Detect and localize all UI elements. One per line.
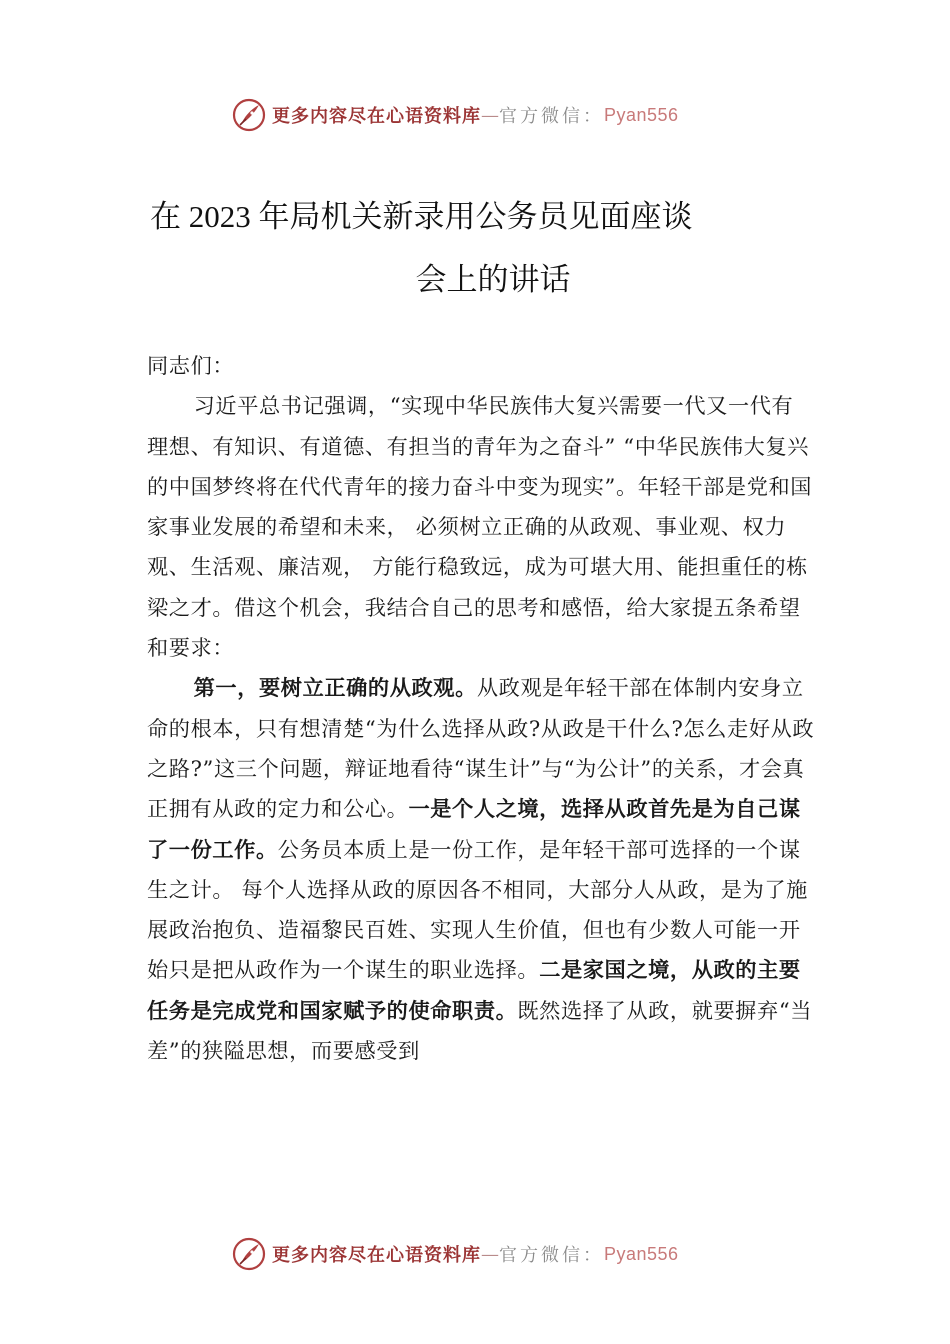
- watermark-account: Pyan556: [604, 104, 679, 125]
- document-title-line2: 会上的讲话: [415, 262, 571, 297]
- document-body: [147, 346, 815, 1071]
- watermark-brand: 更多内容尽在心语资料库: [272, 106, 481, 127]
- watermark-wechat-label: 官方微信：: [499, 106, 604, 127]
- quill-pen-logo-icon: [232, 1237, 266, 1271]
- quill-pen-logo-icon: [232, 98, 266, 132]
- section1-paragraph: [147, 668, 815, 1071]
- section1-text-b: 公务员本质上是一份工作，是年轻干部可选择的一个谋生之计。 每个人选择从政的原因各不相同，大部分人从政，是为了施展政治抱负、造福黎民百姓、实现人生价值，但也有少数人可能一开始只是把从政作为一个谋生的职业选择。: [147, 836, 808, 983]
- watermark-account: Pyan556: [604, 1243, 679, 1264]
- section1-heading: 第一，要树立正确的从政观。: [193, 675, 477, 701]
- header-watermark: [232, 97, 679, 133]
- salutation: 同志们：: [147, 353, 235, 378]
- section1-text-a: 从政观是年轻干部在体制内安身立命的根本，只有想清楚“为什么选择从政?从政是干什么?怎么走好从政之路?”这三个问题，辩证地看待“谋生计”与“为公计”的关系，才会真正拥有从政的定力和公心。: [147, 675, 815, 822]
- section1-text-c: 既然选择了从政，就要摒弃“当差”的狭隘思想，而要感受到: [147, 997, 813, 1064]
- section1-point1: 一是个人之境，选择从政首先是为自己谋了一份工作。: [147, 796, 801, 862]
- watermark-brand: 更多内容尽在心语资料库: [272, 1245, 481, 1266]
- intro-paragraph: 习近平总书记强调，“实现中华民族伟大复兴需要一代又一代有理想、有知识、有道德、有担当的青年为之奋斗” “中华民族伟大复兴的中国梦终将在代代青年的接力奋斗中变为现实”。年轻干部是党和国家事业发展的希望和未来， 必须树立正确的从政观、事业观、权力观、生活观、廉洁观， 方能行稳致远，成为可堪大用、能担重任的栋梁之才。借这个机会，我结合自己的思考和感悟，给大家提五条希望和要求：: [147, 393, 813, 661]
- footer-watermark: [232, 1236, 679, 1272]
- watermark-separator: —: [481, 104, 499, 126]
- watermark-separator: —: [481, 1243, 499, 1265]
- watermark-wechat-label: 官方微信：: [499, 1245, 604, 1266]
- section1-point2: 二是家国之境，从政的主要任务是完成党和国家赋予的使命职责。: [147, 957, 801, 1023]
- document-title-line1: 在 2023 年局机关新录用公务员见面座谈: [150, 199, 693, 234]
